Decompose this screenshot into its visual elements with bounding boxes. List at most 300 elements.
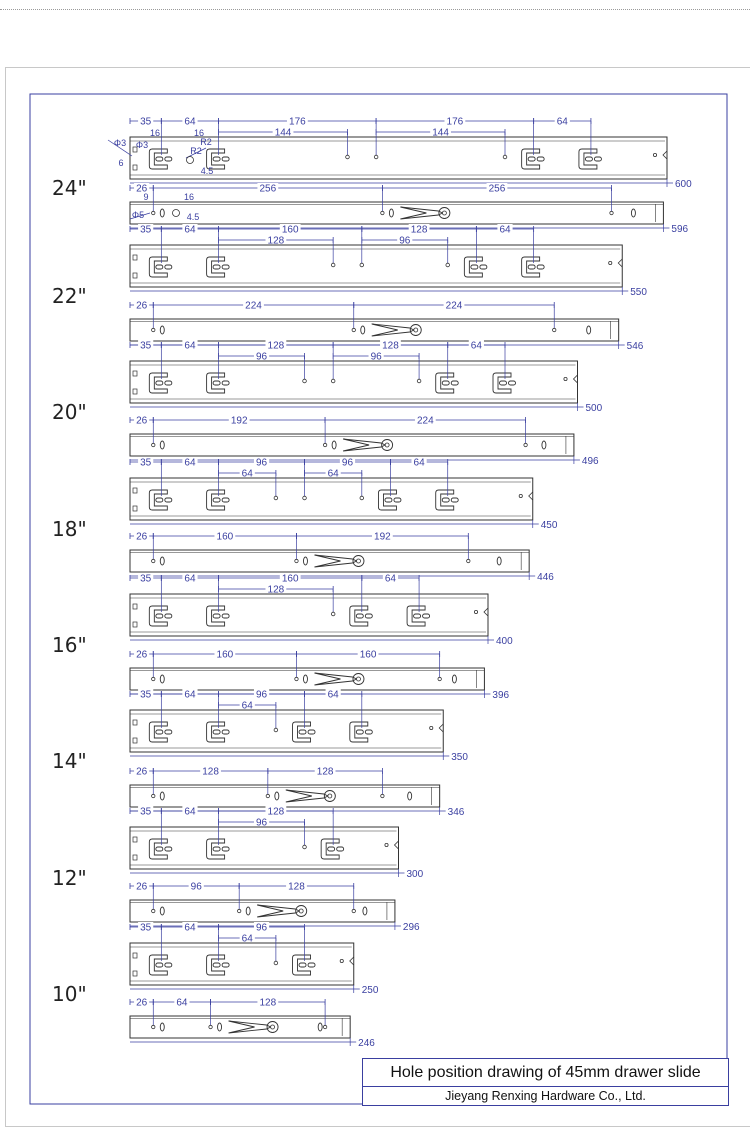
outer-notch-hole — [385, 843, 388, 846]
outer-notch-hole — [430, 726, 433, 729]
outer-member — [130, 943, 354, 985]
outer-member — [130, 478, 533, 520]
outer-length-label: 450 — [540, 520, 558, 531]
outer-dim-label: 128 — [410, 224, 428, 236]
inner-length-label: 296 — [402, 922, 420, 933]
outer-member — [130, 245, 622, 287]
mounting-slot-hole-b — [394, 498, 401, 502]
outer-length-label: 250 — [361, 985, 379, 996]
inner-hole — [152, 677, 155, 680]
slide-size-label: 14" — [52, 749, 87, 773]
outer-dim-label: 64 — [184, 457, 196, 469]
inner-dim-label: 26 — [136, 997, 148, 1009]
mounting-hole — [331, 612, 335, 616]
detail-dimension-label: Φ3 — [113, 138, 127, 148]
inner-hole — [323, 443, 326, 446]
slide-size-label: 22" — [52, 284, 87, 308]
inner-hole — [553, 328, 556, 331]
mounting-slot-hole-b — [222, 381, 229, 385]
mounting-hole — [417, 379, 421, 383]
slide-1 — [130, 224, 647, 352]
detail-dimension-label: R2 — [200, 137, 212, 147]
inner-hole — [352, 328, 355, 331]
inner-slot — [160, 907, 164, 915]
mounting-slot-hole-b — [165, 730, 172, 734]
slide-size-label: 20" — [52, 400, 87, 424]
outer-dim-label: 35 — [140, 340, 152, 352]
outer-end-tab — [133, 255, 137, 260]
mounting-slot-hole-b — [222, 963, 229, 967]
inner-hole — [323, 1025, 326, 1028]
outer-length-label: 350 — [451, 752, 468, 763]
mounting-slot-hole-b — [308, 963, 315, 967]
mounting-slot-hole-a — [356, 730, 363, 734]
mounting-slot-hole-b — [451, 381, 458, 385]
inner-slot — [303, 557, 307, 565]
slide-size-label: 18" — [52, 517, 87, 541]
mounting-slot-hole-a — [156, 157, 163, 161]
mounting-hole — [331, 379, 335, 383]
release-lever — [343, 439, 385, 451]
outer-dim-label: 35 — [140, 806, 152, 818]
outer-dim-label: 35 — [140, 573, 152, 585]
detail-dimension-label: 16 — [193, 128, 205, 138]
lever-pivot — [267, 1022, 278, 1033]
inner-dim-label: 160 — [216, 531, 234, 543]
outer-dim-label: 64 — [184, 116, 196, 128]
mounting-slot-hole-a — [213, 498, 220, 502]
inner-dim-label: 224 — [417, 415, 434, 427]
mounting-hole — [331, 263, 335, 267]
outer-notch — [395, 841, 399, 849]
outer-end-tab — [133, 720, 137, 725]
mounting-hole — [274, 961, 278, 965]
inner-length-label: 346 — [447, 807, 465, 818]
outer-dim-label: 160 — [281, 224, 299, 236]
mounting-slot-hole-a — [356, 614, 363, 618]
outer-length-label: 550 — [630, 287, 647, 298]
outer-sub-dim-label: 96 — [256, 817, 268, 829]
detail-dimension-label: 6 — [118, 158, 124, 168]
outer-dim-label: 64 — [470, 340, 482, 352]
release-lever — [286, 790, 328, 802]
mounting-slot-hole-b — [337, 847, 344, 851]
inner-dim-label: 256 — [259, 183, 277, 195]
inner-hole — [152, 909, 155, 912]
outer-dim-label: 176 — [289, 116, 306, 128]
outer-notch — [529, 492, 533, 500]
outer-dim-label: 64 — [184, 340, 196, 352]
slide-4 — [130, 573, 513, 701]
lever-pivot — [296, 906, 307, 917]
slide-size-label: 24" — [52, 176, 87, 200]
outer-dim-label: 128 — [267, 340, 285, 352]
mounting-slot-hole-a — [213, 847, 220, 851]
mounting-slot-hole-b — [222, 730, 229, 734]
mounting-hole — [446, 263, 450, 267]
inner-end-slot — [452, 675, 456, 683]
mounting-slot-hole-b — [165, 614, 172, 618]
mounting-slot-hole-a — [585, 157, 592, 161]
mounting-slot-hole-a — [213, 157, 220, 161]
inner-slot — [361, 326, 365, 334]
inner-end-slot — [363, 907, 367, 915]
mounting-slot-hole-b — [537, 265, 544, 269]
inner-hole — [152, 794, 155, 797]
outer-sub-dim-label: 64 — [327, 468, 339, 480]
drawing-title: Hole position drawing of 45mm drawer slide — [363, 1059, 728, 1087]
outer-end-tab — [133, 837, 137, 842]
outer-end-tab — [133, 971, 137, 976]
outer-notch — [663, 151, 667, 159]
lever-pivot — [353, 556, 364, 567]
mounting-slot-hole-b — [365, 730, 372, 734]
lever-pivot — [410, 325, 421, 336]
mounting-slot-hole-b — [165, 847, 172, 851]
mounting-hole — [503, 155, 507, 159]
outer-dim-label: 160 — [281, 573, 299, 585]
mounting-slot-hole-a — [500, 381, 507, 385]
outer-notch — [439, 724, 443, 732]
mounting-slot-hole-a — [442, 498, 449, 502]
mounting-slot-hole-a — [213, 963, 220, 967]
inner-slot — [160, 675, 164, 683]
mounting-slot-hole-b — [165, 265, 172, 269]
outer-member — [130, 710, 443, 752]
mounting-slot-hole-a — [471, 265, 478, 269]
inner-dim-label: 64 — [176, 997, 188, 1009]
outer-sub-dim-label: 96 — [399, 235, 411, 247]
outer-end-tab — [133, 273, 137, 278]
detail-hole — [173, 210, 180, 217]
mounting-slot-hole-b — [165, 157, 172, 161]
inner-member — [130, 550, 529, 572]
outer-end-tab — [133, 488, 137, 493]
outer-dim-label: 35 — [140, 116, 152, 128]
outer-dim-label: 176 — [446, 116, 464, 128]
outer-sub-dim-label: 144 — [432, 127, 449, 139]
mounting-slot-hole-a — [156, 847, 163, 851]
lever-pivot — [439, 208, 450, 219]
inner-hole — [152, 211, 155, 214]
inner-dim-label: 128 — [202, 766, 219, 778]
mounting-slot-hole-b — [480, 265, 487, 269]
inner-dim-label: 128 — [316, 766, 334, 778]
lever-pivot — [353, 674, 364, 685]
outer-length-label: 600 — [675, 179, 692, 190]
outer-member — [130, 827, 399, 869]
inner-hole — [209, 1025, 212, 1028]
outer-notch-hole — [519, 494, 522, 497]
inner-slot — [389, 209, 393, 217]
mounting-slot-hole-b — [537, 157, 544, 161]
outer-sub-dim-label: 128 — [267, 235, 285, 247]
inner-slot — [275, 792, 279, 800]
mounting-slot-hole-a — [156, 381, 163, 385]
release-lever — [229, 1021, 271, 1033]
mounting-hole — [346, 155, 350, 159]
detail-dimension-label: 9 — [143, 192, 149, 202]
inner-slot — [160, 557, 164, 565]
mounting-slot-hole-a — [385, 498, 392, 502]
mounting-slot-hole-a — [213, 614, 220, 618]
slide-5 — [130, 689, 468, 818]
inner-hole — [152, 443, 155, 446]
slide-0 — [130, 116, 692, 235]
inner-dim-label: 96 — [190, 881, 202, 893]
outer-dim-label: 64 — [184, 806, 196, 818]
inner-end-slot — [542, 441, 546, 449]
inner-hole — [381, 211, 384, 214]
inner-dim-label: 26 — [136, 415, 148, 427]
mounting-slot-hole-b — [365, 614, 372, 618]
outer-end-tab — [133, 953, 137, 958]
outer-notch-hole — [564, 377, 567, 380]
inner-length-label: 446 — [537, 572, 554, 583]
outer-dim-label: 96 — [256, 457, 268, 469]
outer-length-label: 400 — [496, 636, 513, 647]
inner-slot — [160, 209, 164, 217]
inner-hole — [237, 909, 240, 912]
mounting-slot-hole-a — [213, 381, 220, 385]
inner-slot — [160, 1023, 164, 1031]
release-lever — [372, 324, 414, 336]
mounting-hole — [303, 845, 307, 849]
inner-slot — [246, 907, 250, 915]
mounting-hole — [374, 155, 378, 159]
outer-notch-hole — [609, 261, 612, 264]
inner-dim-label: 26 — [136, 300, 148, 312]
inner-slot — [332, 441, 336, 449]
inner-member — [130, 1016, 350, 1038]
inner-length-label: 396 — [492, 690, 510, 701]
mounting-hole — [303, 496, 307, 500]
mounting-slot-hole-a — [156, 963, 163, 967]
outer-notch-hole — [340, 959, 343, 962]
slides-layer — [108, 116, 692, 1049]
inner-dim-label: 160 — [359, 649, 377, 661]
slide-7 — [130, 922, 379, 1049]
outer-sub-dim-label: 128 — [267, 584, 285, 596]
inner-hole — [381, 794, 384, 797]
inner-dim-label: 224 — [245, 300, 262, 312]
outer-dim-label: 96 — [256, 922, 268, 934]
mounting-slot-hole-b — [222, 614, 229, 618]
mounting-hole — [303, 379, 307, 383]
inner-dim-label: 26 — [136, 531, 148, 543]
mounting-slot-hole-a — [442, 381, 449, 385]
outer-sub-dim-label: 64 — [241, 468, 253, 480]
mounting-slot-hole-b — [222, 265, 229, 269]
outer-notch — [350, 957, 354, 965]
inner-length-label: 246 — [358, 1038, 375, 1049]
outer-dim-label: 35 — [140, 922, 152, 934]
mounting-slot-hole-a — [299, 963, 306, 967]
slide-2 — [130, 340, 603, 467]
slide-size-label: 12" — [52, 866, 87, 890]
slide-size-label: 10" — [52, 982, 87, 1006]
inner-hole — [295, 559, 298, 562]
outer-length-label: 300 — [406, 869, 424, 880]
outer-dim-label: 64 — [184, 224, 196, 236]
inner-dim-label: 128 — [259, 997, 277, 1009]
outer-dim-label: 64 — [384, 573, 397, 585]
inner-dim-label: 26 — [136, 649, 148, 661]
outer-dim-label: 64 — [184, 573, 196, 585]
inner-dim-label: 26 — [136, 183, 148, 195]
mounting-slot-hole-b — [222, 498, 229, 502]
inner-slot — [160, 326, 164, 334]
outer-dim-label: 96 — [341, 457, 354, 469]
detail-dimension-label: 16 — [149, 128, 161, 138]
slide-size-label: 16" — [52, 633, 87, 657]
mounting-slot-hole-b — [423, 614, 430, 618]
inner-dim-label: 160 — [216, 649, 234, 661]
outer-end-tab — [133, 165, 137, 170]
inner-hole — [467, 559, 470, 562]
inner-dim-label: 192 — [230, 415, 248, 427]
detail-dimension-label: 4.5 — [200, 166, 214, 176]
mounting-slot-hole-b — [165, 498, 172, 502]
outer-sub-dim-label: 96 — [256, 351, 268, 363]
inner-dim-label: 26 — [136, 766, 148, 778]
inner-hole — [524, 443, 527, 446]
release-lever — [400, 207, 442, 219]
outer-dim-label: 128 — [267, 806, 285, 818]
inner-dim-label: 128 — [288, 881, 305, 893]
outer-dim-label: 128 — [382, 340, 399, 352]
inner-hole — [266, 794, 269, 797]
detail-dimension-label: 16 — [183, 192, 195, 202]
release-lever — [257, 905, 299, 917]
inner-slot — [160, 441, 164, 449]
outer-end-tab — [133, 389, 137, 394]
inner-member — [130, 319, 619, 341]
outer-dim-label: 64 — [413, 457, 425, 469]
outer-dim-label: 96 — [256, 689, 268, 701]
mounting-slot-hole-b — [165, 963, 172, 967]
detail-dimension-label: 4.5 — [186, 212, 200, 222]
inner-member — [130, 785, 440, 807]
outer-end-tab — [133, 604, 137, 609]
mounting-slot-hole-a — [528, 265, 535, 269]
inner-hole — [352, 909, 355, 912]
detail-dimension-label: Φ5 — [131, 210, 145, 220]
mounting-slot-hole-a — [156, 730, 163, 734]
inner-slot — [303, 675, 307, 683]
company-name: Jieyang Renxing Hardware Co., Ltd. — [445, 1089, 646, 1103]
mounting-hole — [360, 263, 364, 267]
inner-hole — [295, 677, 298, 680]
inner-end-slot — [497, 557, 501, 565]
mounting-slot-hole-a — [328, 847, 335, 851]
mounting-slot-hole-a — [414, 614, 421, 618]
release-lever — [314, 555, 356, 567]
outer-length-label: 500 — [585, 403, 603, 414]
mounting-slot-hole-b — [509, 381, 516, 385]
outer-sub-dim-label: 64 — [241, 933, 253, 945]
outer-dim-label: 35 — [140, 457, 152, 469]
outer-end-tab — [133, 622, 137, 627]
outer-sub-dim-label: 144 — [274, 127, 292, 139]
outer-end-tab — [133, 371, 137, 376]
inner-hole — [152, 328, 155, 331]
outer-dim-label: 64 — [499, 224, 511, 236]
mounting-hole — [274, 496, 278, 500]
outer-dim-label: 64 — [327, 689, 339, 701]
mounting-slot-hole-a — [156, 265, 163, 269]
inner-hole — [152, 559, 155, 562]
mounting-slot-hole-a — [528, 157, 535, 161]
inner-length-label: 546 — [626, 341, 644, 352]
outer-end-tab — [133, 506, 137, 511]
inner-end-slot — [318, 1023, 322, 1031]
outer-dim-label: 35 — [140, 224, 152, 236]
inner-end-slot — [587, 326, 591, 334]
mounting-slot-hole-a — [156, 498, 163, 502]
mounting-slot-hole-a — [213, 265, 220, 269]
mounting-slot-hole-b — [165, 381, 172, 385]
inner-length-label: 496 — [581, 456, 599, 467]
outer-member — [130, 594, 488, 636]
inner-member — [130, 202, 663, 224]
mounting-slot-hole-b — [308, 730, 315, 734]
mounting-slot-hole-a — [213, 730, 220, 734]
outer-dim-label: 35 — [140, 689, 152, 701]
mounting-slot-hole-b — [451, 498, 458, 502]
inner-hole — [610, 211, 613, 214]
inner-slot — [160, 792, 164, 800]
inner-length-label: 596 — [671, 224, 689, 235]
inner-end-slot — [631, 209, 635, 217]
lever-pivot — [324, 791, 335, 802]
inner-hole — [152, 1025, 155, 1028]
mounting-slot-hole-b — [222, 157, 229, 161]
inner-hole — [438, 677, 441, 680]
outer-sub-dim-label: 64 — [241, 700, 253, 712]
slide-6 — [130, 806, 424, 933]
mounting-slot-hole-a — [156, 614, 163, 618]
inner-member — [130, 434, 574, 456]
inner-dim-label: 26 — [136, 881, 148, 893]
outer-notch — [618, 259, 622, 267]
inner-dim-label: 256 — [488, 183, 506, 195]
outer-notch — [484, 608, 488, 616]
inner-end-slot — [408, 792, 412, 800]
inner-slot — [218, 1023, 222, 1031]
outer-dim-label: 64 — [556, 116, 568, 128]
detail-dimension-label: R2 — [190, 146, 202, 156]
outer-notch-hole — [474, 610, 477, 613]
outer-dim-label: 64 — [184, 922, 196, 934]
detail-dimension-label: Φ3 — [135, 140, 149, 150]
inner-dim-label: 224 — [445, 300, 463, 312]
outer-end-tab — [133, 855, 137, 860]
mounting-slot-hole-a — [299, 730, 306, 734]
outer-sub-dim-label: 96 — [370, 351, 382, 363]
outer-dim-label: 64 — [184, 689, 196, 701]
title-block — [362, 1058, 729, 1106]
inner-dim-label: 192 — [374, 531, 391, 543]
outer-member — [130, 361, 578, 403]
release-lever — [314, 673, 356, 685]
outer-end-tab — [133, 738, 137, 743]
detail-hole — [187, 157, 194, 164]
slide-3 — [130, 457, 558, 583]
outer-notch — [574, 375, 578, 383]
lever-pivot — [382, 440, 393, 451]
mounting-hole — [274, 728, 278, 732]
